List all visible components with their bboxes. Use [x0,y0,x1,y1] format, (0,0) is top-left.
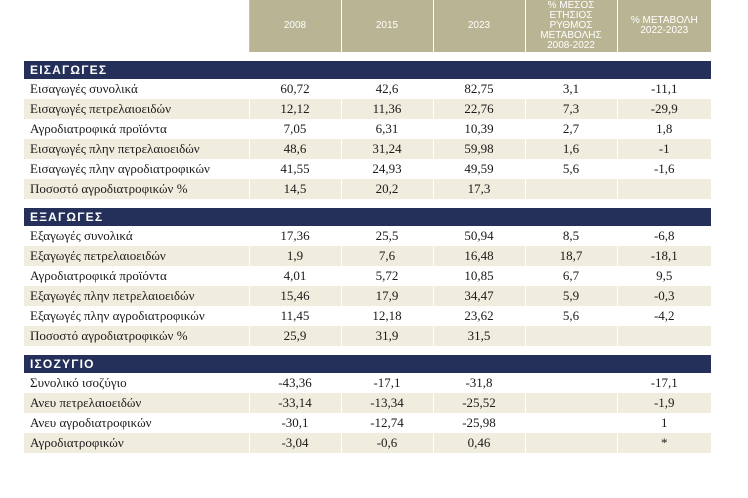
row-label: Συνολικό ισοζύγιο [24,373,249,393]
table-row [24,433,711,453]
change-2022-2023: 1,8 [617,119,711,139]
change-2022-2023: -11,1 [617,79,711,99]
value-2023: 23,62 [433,306,525,326]
avg-annual-change: 8,5 [525,226,617,246]
value-2015: 25,5 [341,226,433,246]
header-change-2022-2023: % ΜΕΤΑΒΟΛΗ 2022-2023 [617,0,711,52]
value-2023: 49,59 [433,159,525,179]
row-label: Εξαγωγές πλην πετρελαιοειδών [24,286,249,306]
avg-annual-change: 3,1 [525,79,617,99]
row-label: Αγροδιατροφικά προϊόντα [24,266,249,286]
table-row [24,226,711,246]
value-2023: 50,94 [433,226,525,246]
change-2022-2023: -1,6 [617,159,711,179]
change-2022-2023 [617,179,711,199]
change-2022-2023: 9,5 [617,266,711,286]
table-body [24,52,711,453]
avg-annual-change [525,413,617,433]
header-row [24,0,711,52]
value-2008: 11,45 [249,306,341,326]
value-2015: -13,34 [341,393,433,413]
avg-annual-change [525,179,617,199]
avg-annual-change: 2,7 [525,119,617,139]
value-2015: 7,6 [341,246,433,266]
value-2015: 17,9 [341,286,433,306]
section-title: ΕΞΑΓΩΓΕΣ [24,208,711,226]
table-row [24,266,711,286]
change-2022-2023: -29,9 [617,99,711,119]
table-row [24,286,711,306]
value-2008: -33,14 [249,393,341,413]
table-row [24,99,711,119]
row-label: Εξαγωγές πλην αγροδιατροφικών [24,306,249,326]
avg-annual-change [525,393,617,413]
change-2022-2023: 1 [617,413,711,433]
table-row [24,326,711,346]
value-2023: -31,8 [433,373,525,393]
row-label: Εισαγωγές πλην αγροδιατροφικών [24,159,249,179]
row-label: Αγροδιατροφικά προϊόντα [24,119,249,139]
section-header-row [24,208,711,226]
avg-annual-change: 5,6 [525,159,617,179]
header-2023: 2023 [433,0,525,52]
table-row [24,79,711,99]
change-2022-2023: * [617,433,711,453]
section-title: ΙΣΟΖΥΓΙΟ [24,355,711,373]
change-2022-2023: -6,8 [617,226,711,246]
value-2015: 5,72 [341,266,433,286]
header-2015: 2015 [341,0,433,52]
change-2022-2023: -1 [617,139,711,159]
section-spacer [24,346,711,355]
avg-annual-change: 1,6 [525,139,617,159]
table-row [24,159,711,179]
row-label: Ανευ πετρελαιοειδών [24,393,249,413]
value-2023: 0,46 [433,433,525,453]
change-2022-2023: -1,9 [617,393,711,413]
table-row [24,373,711,393]
section-spacer [24,199,711,208]
table-row [24,393,711,413]
header-2008: 2008 [249,0,341,52]
row-label: Εξαγωγές πετρελαιοειδών [24,246,249,266]
value-2008: -3,04 [249,433,341,453]
table-row [24,179,711,199]
value-2023: 10,39 [433,119,525,139]
header-avg-annual-change: % ΜΕΣΟΣ ΕΤΗΣΙΟΣ ΡΥΘΜΟΣ ΜΕΤΑΒΟΛΗΣ 2008-2022 [525,0,617,52]
avg-annual-change [525,373,617,393]
section-header-row [24,61,711,79]
avg-annual-change: 7,3 [525,99,617,119]
value-2023: 16,48 [433,246,525,266]
value-2008: 7,05 [249,119,341,139]
value-2023: -25,52 [433,393,525,413]
value-2008: 14,5 [249,179,341,199]
value-2023: -25,98 [433,413,525,433]
table-row [24,413,711,433]
value-2008: 17,36 [249,226,341,246]
table-row [24,119,711,139]
value-2015: -12,74 [341,413,433,433]
trade-data-table [24,0,711,453]
section-header-row [24,355,711,373]
value-2008: 48,6 [249,139,341,159]
value-2015: 42,6 [341,79,433,99]
value-2008: -43,36 [249,373,341,393]
row-label: Εισαγωγές συνολικά [24,79,249,99]
table-row [24,306,711,326]
row-label: Ανευ αγροδιατροφικών [24,413,249,433]
change-2022-2023: -0,3 [617,286,711,306]
value-2023: 10,85 [433,266,525,286]
spacer-cell [24,52,711,61]
value-2008: 60,72 [249,79,341,99]
value-2008: 25,9 [249,326,341,346]
value-2015: 31,24 [341,139,433,159]
value-2008: -30,1 [249,413,341,433]
header-blank [24,0,249,52]
change-2022-2023: -17,1 [617,373,711,393]
value-2023: 22,76 [433,99,525,119]
value-2008: 4,01 [249,266,341,286]
row-label: Ποσοστό αγροδιατροφικών % [24,179,249,199]
avg-annual-change: 18,7 [525,246,617,266]
value-2015: -0,6 [341,433,433,453]
table-row [24,139,711,159]
value-2023: 17,3 [433,179,525,199]
value-2015: -17,1 [341,373,433,393]
value-2023: 59,98 [433,139,525,159]
change-2022-2023: -18,1 [617,246,711,266]
value-2008: 12,12 [249,99,341,119]
change-2022-2023: -4,2 [617,306,711,326]
row-label: Εξαγωγές συνολικά [24,226,249,246]
section-title: ΕΙΣΑΓΩΓΕΣ [24,61,711,79]
row-label: Ποσοστό αγροδιατροφικών % [24,326,249,346]
value-2015: 12,18 [341,306,433,326]
avg-annual-change: 5,9 [525,286,617,306]
avg-annual-change: 6,7 [525,266,617,286]
value-2015: 6,31 [341,119,433,139]
row-label: Εισαγωγές πετρελαιοειδών [24,99,249,119]
section-spacer [24,52,711,61]
avg-annual-change: 5,6 [525,306,617,326]
value-2008: 1,9 [249,246,341,266]
change-2022-2023 [617,326,711,346]
value-2008: 41,55 [249,159,341,179]
value-2015: 11,36 [341,99,433,119]
row-label: Αγροδιατροφικών [24,433,249,453]
avg-annual-change [525,433,617,453]
value-2023: 34,47 [433,286,525,306]
value-2008: 15,46 [249,286,341,306]
value-2015: 24,93 [341,159,433,179]
spacer-cell [24,199,711,208]
value-2015: 31,9 [341,326,433,346]
row-label: Εισαγωγές πλην πετρελαιοειδών [24,139,249,159]
spacer-cell [24,346,711,355]
value-2015: 20,2 [341,179,433,199]
value-2023: 31,5 [433,326,525,346]
table-row [24,246,711,266]
avg-annual-change [525,326,617,346]
value-2023: 82,75 [433,79,525,99]
